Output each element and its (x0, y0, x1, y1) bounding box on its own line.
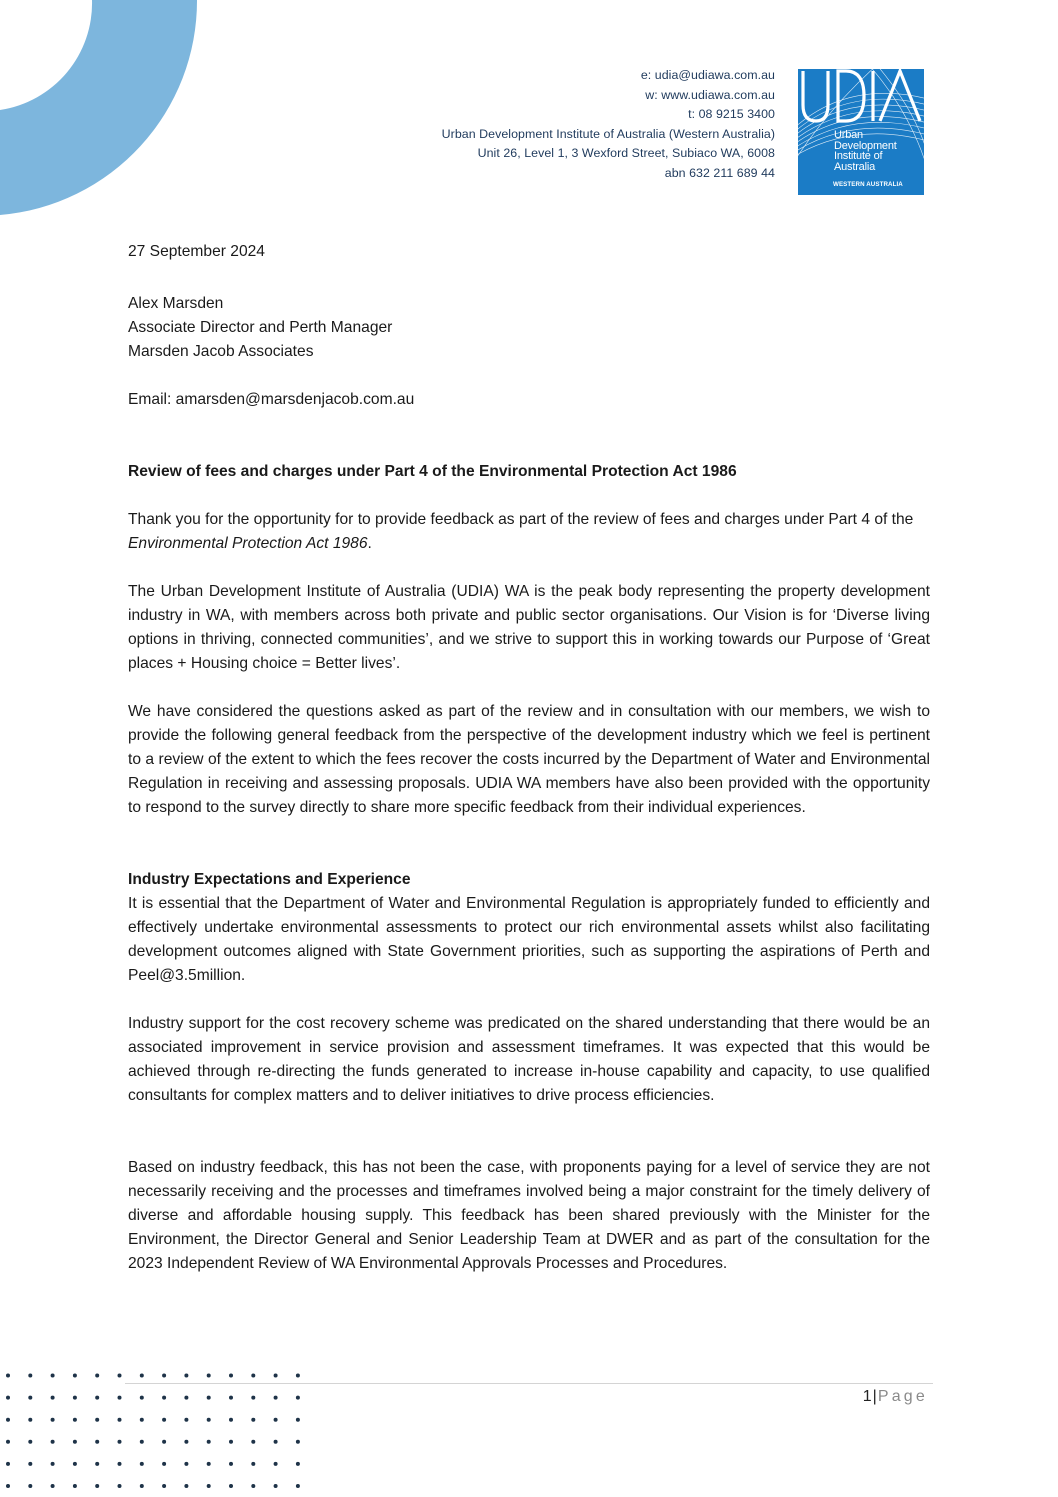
paragraph-feedback (128, 1156, 930, 1276)
contact-organisation: Urban Development Institute of Australia (Western Australia) (441, 126, 775, 141)
page-number (863, 1388, 928, 1406)
logo-line: Development (834, 139, 897, 152)
intro-paragraph (128, 508, 930, 556)
paragraph-text: Industry support for the cost recovery scheme was predicated on the shared understanding that there would be an associated improvement in service provision and assessment timeframes. It was expected that this would be achieved through re-directing the funds generated to increase in-house capability and capacity, to use qualified consultants for complex matters and to deliver initiatives to drive process efficiencies. (128, 1015, 930, 1104)
contact-phone: t: 08 9215 3400 (688, 107, 775, 122)
subject-text: Review of fees and charges under Part 4 of the Environmental Protection Act 1986 (128, 463, 737, 480)
intro-text: Thank you for the opportunity for to provide feedback as part of the review of fees and charges under Part 4 of the (128, 511, 914, 528)
page-number-value: 1 (862, 1388, 872, 1405)
page-label: Page (877, 1388, 928, 1405)
footer-divider (125, 1383, 933, 1384)
decorative-dot-grid (0, 1360, 320, 1497)
udia-logo (798, 69, 924, 195)
logo-wordmark (834, 130, 897, 172)
section-heading-text: Industry Expectations and Experience (128, 871, 411, 888)
paragraph-expectations (128, 892, 930, 988)
contact-abn: abn 632 211 689 44 (664, 165, 775, 180)
section-heading (128, 868, 930, 892)
logo-region: WESTERN AUSTRALIA (833, 181, 903, 188)
decorative-arc (0, 0, 220, 230)
recipient-email[interactable]: Email: amarsden@marsdenjacob.com.au (128, 391, 415, 408)
recipient-name: Alex Marsden (128, 295, 224, 312)
paragraph-text: Based on industry feedback, this has not been the case, with proponents paying for a level of service they are not necessarily receiving and the processes and timeframes involved being a major constraint for the timely delivery of diverse and affordable housing supply. This feedback has been shared previously with the Minister for the Environment, the Director General and Senior Leadership Team at DWER and as part of the consultation for the 2023 Independent Review of WA Environmental Approvals Processes and Procedures. (128, 1159, 930, 1272)
subject-heading (128, 460, 930, 484)
paragraph-udia (128, 580, 930, 676)
logo-line: Institute of (834, 150, 883, 163)
logo-line: Urban (834, 129, 863, 141)
recipient-block (128, 292, 930, 412)
recipient-company: Marsden Jacob Associates (128, 343, 314, 360)
paragraph-text: It is essential that the Department of Water and Environmental Regulation is appropriately funded to efficiently and effectively undertake environmental assessments to protect our rich environmental assets whilst also facilitating development outcomes aligned with State Government priorities, such as supporting the aspirations of Perth and Peel@3.5million. (128, 895, 930, 984)
page-separator: | (872, 1388, 877, 1405)
contact-email[interactable]: e: udia@udiawa.com.au (640, 68, 775, 82)
letter-date (128, 240, 930, 264)
act-name: Environmental Protection Act 1986 (128, 535, 368, 552)
contact-website[interactable]: w: www.udiawa.com.au (645, 87, 775, 102)
paragraph-cost-recovery (128, 1012, 930, 1108)
contact-address: Unit 26, Level 1, 3 Wexford Street, Subiaco WA, 6008 (477, 146, 775, 161)
logo-line: Australia (834, 160, 875, 173)
recipient-title: Associate Director and Perth Manager (128, 319, 393, 336)
date-text: 27 September 2024 (128, 243, 265, 260)
contact-details (442, 66, 775, 184)
paragraph-text: The Urban Development Institute of Australia (UDIA) WA is the peak body representing the property development industry in WA, with members across both private and public sector organisations. Our Vision is for ‘Diverse living options in thriving, connected communities’, and we strive to support this in working towards our Purpose of ‘Great places + Housing choice = Better lives’. (128, 583, 930, 672)
paragraph-consultation (128, 700, 930, 820)
paragraph-text: We have considered the questions asked as part of the review and in consultation with our members, we wish to provide the following general feedback from the perspective of the development industry which we feel is pertinent to a review of the extent to which the fees recover the costs incurred by the Department of Water and Environmental Regulation in receiving and assessing proposals. UDIA WA members have also been provided with the opportunity to respond to the survey directly to share more specific feedback from their individual experiences. (128, 703, 930, 816)
intro-end: . (367, 535, 372, 552)
